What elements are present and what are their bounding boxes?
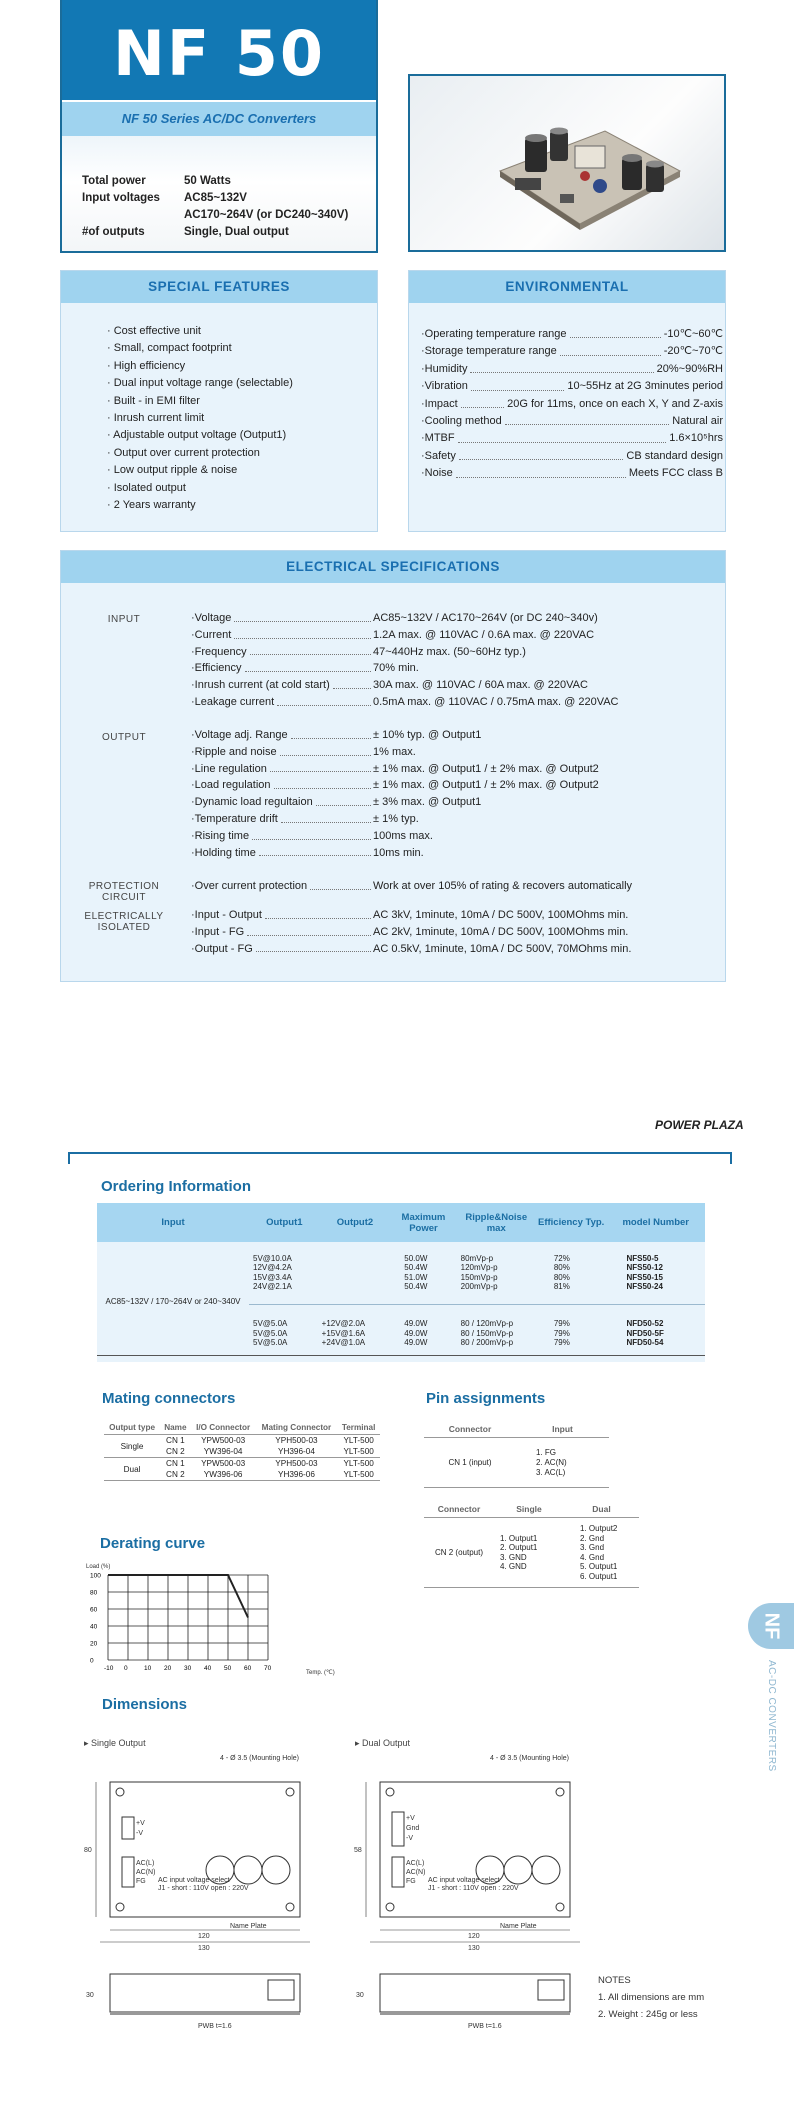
output1-value: 24V@2.1A <box>253 1282 292 1292</box>
svg-text:120: 120 <box>198 1933 210 1940</box>
feature-item: · Cost effective unit <box>107 323 367 340</box>
col-output2: Output2 <box>320 1203 391 1242</box>
output-type-dual: Dual <box>123 1464 141 1474</box>
y-tick-label: 20 <box>90 1640 98 1648</box>
efficiency-value: 80% <box>553 1272 570 1282</box>
env-item: · MTBF 1.6×10⁵hrs <box>421 430 723 447</box>
spec-input-voltage: Input voltages AC85~132V <box>82 192 247 204</box>
svg-text:J1 - short : 110V open : 220V: J1 - short : 110V open : 220V <box>158 1885 249 1892</box>
output1-value: 5V@5.0A <box>253 1319 288 1328</box>
feature-item: · Dual input voltage range (selectable) <box>107 375 367 392</box>
svg-text:FG: FG <box>406 1878 416 1885</box>
x-tick-label: 60 <box>244 1665 252 1672</box>
svg-text:-V: -V <box>406 1835 413 1842</box>
col-model: model Number <box>606 1203 705 1242</box>
spec-row: · Current 1.2A max. @ 110VAC / 0.6A max. @ 220VAC <box>191 628 595 641</box>
derating-title: Derating curve <box>100 1535 206 1552</box>
ripple-value: 200mVp-p <box>460 1282 498 1292</box>
spec-total-power: Total power 50 Watts <box>82 175 231 187</box>
svg-text:130: 130 <box>198 1945 210 1952</box>
model-number: NFD50-52 <box>626 1319 664 1328</box>
pins-title: Pin assignments <box>426 1390 546 1407</box>
col-efficiency: Efficiency Typ. <box>536 1203 607 1242</box>
svg-text:Gnd: Gnd <box>406 1825 420 1832</box>
ripple-value: 80mVp-p <box>460 1253 494 1263</box>
output1-value: 12V@4.2A <box>253 1263 292 1273</box>
special-features-title: SPECIAL FEATURES <box>61 271 377 303</box>
feature-item: · High efficiency <box>107 358 367 375</box>
spec-row: · Temperature drift ± 1% typ. <box>191 812 419 825</box>
efficiency-value: 79% <box>553 1338 570 1347</box>
col-power: Maximum Power <box>390 1203 456 1242</box>
pin-item: 3. AC(L) <box>536 1467 566 1477</box>
feature-item: · Inrush current limit <box>107 410 367 427</box>
svg-text:130: 130 <box>468 1945 480 1952</box>
ripple-value: 80 / 150mVp-p <box>460 1328 514 1338</box>
spec-row: · Output - FG AC 0.5kV, 1minute, 10mA / DC 500V, 70MOhms min. <box>191 942 632 955</box>
pin-item: 3. GND <box>500 1552 527 1562</box>
derating-chart <box>68 1560 358 1680</box>
spec-row: · Ripple and noise 1% max. <box>191 745 416 758</box>
product-title: NF 50 <box>62 0 376 100</box>
product-subtitle: NF 50 Series AC/DC Converters <box>62 102 376 136</box>
feature-item: · Low output ripple & noise <box>107 462 367 479</box>
power-value: 49.0W <box>404 1328 428 1338</box>
env-item: · Vibration 10~55Hz at 2G 3minutes period <box>421 378 723 395</box>
env-item: · Impact 20G for 11ms, once on each X, Y and Z-axis <box>421 396 723 413</box>
protection-group-label: PROTECTION CIRCUIT <box>88 881 160 903</box>
spec-row: · Line regulation ± 1% max. @ Output1 / ± 2% max. @ Output2 <box>191 762 599 775</box>
dual-output-drawing <box>350 1752 590 2032</box>
spec-row: · Over current protection Work at over 105% of rating & recovers automatically <box>191 880 633 892</box>
spec-input-voltage-2: AC170~264V (or DC240~340V) <box>184 209 349 221</box>
output2-value: +24V@1.0A <box>321 1338 366 1347</box>
isolation-specs <box>191 907 711 957</box>
spec-row: · Rising time 100ms max. <box>191 829 433 842</box>
input-group-label: INPUT <box>107 614 141 625</box>
svg-text:58: 58 <box>354 1847 362 1854</box>
output1-value: 5V@5.0A <box>253 1338 288 1347</box>
derating-x-label: Temp. (℃) <box>306 1670 335 1676</box>
special-features-list <box>107 323 367 514</box>
spec-row: · Dynamic load regultaion ± 3% max. @ Output1 <box>191 796 482 809</box>
cn2-table: Connector Single Dual CN 2 (output) 1. Output1 2. Output1 3. GND 4. GND 1. Output2 2. Gnd 3. Gnd 4. Gnd 5. Output1 6. Output1 <box>424 1500 639 1596</box>
svg-text:80: 80 <box>84 1847 92 1854</box>
spec-row: · Input - Output AC 3kV, 1minute, 10mA / DC 500V, 100MOhms min. <box>191 909 629 921</box>
efficiency-value: 81% <box>553 1282 570 1292</box>
spec-row: · Input - FG AC 2kV, 1minute, 10mA / DC 500V, 100MOhms min. <box>191 925 629 938</box>
x-tick-label: 0 <box>124 1665 128 1672</box>
env-item: · Storage temperature range -20℃~70℃ <box>421 343 723 360</box>
pin-item: 1. Output1 <box>500 1533 538 1543</box>
electrical-title: ELECTRICAL SPECIFICATIONS <box>61 551 725 583</box>
svg-text:AC(N): AC(N) <box>136 1869 156 1876</box>
ripple-value: 80 / 120mVp-p <box>460 1319 514 1328</box>
svg-text:FG: FG <box>136 1878 146 1885</box>
protection-specs <box>191 878 711 895</box>
svg-text:J1 - short : 110V open : 220V: J1 - short : 110V open : 220V <box>428 1885 519 1892</box>
output1-value: 15V@3.4A <box>253 1272 292 1282</box>
col-ripple: Ripple&Noise max <box>457 1203 536 1242</box>
cn1-name: CN 1 (input) <box>448 1458 492 1467</box>
spec-row: · Voltage AC85~132V / AC170~264V (or DC 240~340v) <box>191 612 598 624</box>
page-rule <box>68 1152 732 1164</box>
env-item: · Noise Meets FCC class B <box>421 465 723 482</box>
cn2-name: CN 2 (output) <box>434 1548 484 1557</box>
feature-item: · 2 Years warranty <box>107 497 367 514</box>
x-tick-label: 20 <box>164 1665 172 1672</box>
input-range: AC85~132V / 170~264V or 240~340V <box>97 1242 249 1362</box>
y-tick-label: 100 <box>90 1572 101 1580</box>
environmental-list <box>421 326 723 483</box>
product-photo <box>408 74 726 252</box>
dimensions-title: Dimensions <box>102 1696 188 1713</box>
output1-value: 5V@5.0A <box>253 1328 288 1338</box>
efficiency-value: 72% <box>553 1253 570 1263</box>
power-value: 50.4W <box>404 1263 428 1273</box>
model-number: NFS50-5 <box>626 1253 659 1263</box>
derating-curve <box>108 1575 248 1618</box>
power-value: 50.4W <box>404 1282 428 1292</box>
svg-text:PWB t=1.6: PWB t=1.6 <box>468 2023 502 2030</box>
efficiency-value: 79% <box>553 1328 570 1338</box>
ripple-value: 120mVp-p <box>460 1263 498 1273</box>
svg-text:+V: +V <box>406 1815 415 1822</box>
spec-row: · Frequency 47~440Hz max. (50~60Hz typ.) <box>191 645 526 658</box>
ordering-table <box>97 1203 705 1362</box>
x-tick-label: 50 <box>224 1665 232 1672</box>
feature-item: · Adjustable output voltage (Output1) <box>107 427 367 444</box>
spec-row: · Leakage current 0.5mA max. @ 110VAC / 0.75mA max. @ 220VAC <box>191 695 619 708</box>
x-tick-label: 30 <box>184 1665 192 1672</box>
efficiency-value: 79% <box>553 1319 570 1328</box>
model-number: NFS50-15 <box>626 1272 663 1282</box>
svg-text:120: 120 <box>468 1933 480 1940</box>
notes <box>598 1972 704 2023</box>
pin-item: 1. Output2 <box>580 1524 618 1533</box>
svg-text:AC(L): AC(L) <box>136 1860 155 1867</box>
model-number: NFS50-12 <box>626 1263 663 1273</box>
output2-value: +12V@2.0A <box>321 1319 366 1328</box>
single-output-drawing <box>80 1752 320 2032</box>
power-value: 51.0W <box>404 1272 428 1282</box>
spec-row: · Inrush current (at cold start) 30A max. @ 110VAC / 60A max. @ 220VAC <box>191 679 588 692</box>
dual-output-label: ▸ Dual Output <box>355 1738 411 1748</box>
y-tick-label: 40 <box>90 1623 98 1631</box>
svg-text:30: 30 <box>356 1992 364 1999</box>
brand-logo: POWER PLAZA <box>655 1118 744 1132</box>
x-tick-label: -10 <box>104 1665 114 1672</box>
side-tab-code: NF <box>748 1603 794 1649</box>
product-title-card <box>60 0 378 253</box>
spec-row: · Load regulation ± 1% max. @ Output1 / ± 2% max. @ Output2 <box>191 779 599 792</box>
ordering-rule <box>97 1355 705 1356</box>
pin-item: 6. Output1 <box>580 1571 618 1581</box>
environmental-panel <box>408 270 726 532</box>
notes-title: NOTES <box>598 1975 631 1986</box>
note-item: 2. Weight : 245g or less <box>598 2009 698 2020</box>
cn1-table: Connector Input CN 1 (input) 1. FG 2. AC(N) 3. AC(L) <box>424 1420 609 1498</box>
svg-text:4 - Ø 3.5 (Mounting Hole): 4 - Ø 3.5 (Mounting Hole) <box>490 1755 569 1762</box>
y-tick-label: 60 <box>90 1606 98 1614</box>
pin-item: 5. Output1 <box>580 1562 618 1571</box>
power-value: 49.0W <box>404 1319 428 1328</box>
env-item: · Operating temperature range -10℃~60℃ <box>421 326 723 343</box>
output-type-single: Single <box>120 1441 144 1451</box>
output2-value: +15V@1.6A <box>321 1328 366 1338</box>
env-item: · Humidity 20%~90%RH <box>421 361 723 378</box>
note-item: 1. All dimensions are mm <box>598 1992 705 2003</box>
env-item: · Safety CB standard design <box>421 448 723 465</box>
pin-item: 4. GND <box>500 1562 527 1571</box>
output-specs <box>191 727 711 861</box>
svg-text:Name Plate: Name Plate <box>230 1923 267 1930</box>
pin-item: 3. Gnd <box>580 1543 605 1552</box>
environmental-title: ENVIRONMENTAL <box>409 271 725 303</box>
svg-text:-V: -V <box>136 1830 143 1837</box>
power-value: 50.0W <box>404 1253 428 1263</box>
feature-item: · Built - in EMI filter <box>107 393 367 410</box>
ordering-title: Ordering Information <box>101 1178 251 1195</box>
model-number: NFD50-5F <box>626 1328 664 1338</box>
svg-text:30: 30 <box>86 1992 94 1999</box>
spec-outputs: #of outputs Single, Dual output <box>82 226 289 238</box>
pin-item: 2. Output1 <box>500 1543 538 1552</box>
efficiency-value: 80% <box>553 1263 570 1273</box>
spec-row: · Voltage adj. Range ± 10% typ. @ Output1 <box>191 729 482 741</box>
pin-item: 1. FG <box>536 1447 557 1457</box>
pin-item: 2. Gnd <box>580 1533 605 1543</box>
svg-text:+V: +V <box>136 1820 145 1827</box>
mounting-hole-label: 4 - Ø 3.5 (Mounting Hole) <box>220 1755 299 1762</box>
single-output-label: ▸ Single Output <box>84 1738 146 1748</box>
svg-text:AC(L): AC(L) <box>406 1860 425 1867</box>
side-tab-label: AC-DC CONVERTERS <box>766 1660 777 1772</box>
ripple-value: 150mVp-p <box>460 1272 498 1282</box>
env-item: · Cooling method Natural air <box>421 413 723 430</box>
y-tick-label: 80 <box>90 1589 98 1597</box>
output1-value: 5V@10.0A <box>253 1253 292 1263</box>
input-specs <box>191 610 711 711</box>
svg-text:AC input voltage select: AC input voltage select <box>428 1877 500 1884</box>
spec-row: · Holding time 10ms min. <box>191 846 424 859</box>
model-number: NFS50-24 <box>626 1282 663 1292</box>
isolated-group-label: ELECTRICALLY ISOLATED <box>84 911 164 933</box>
feature-item: · Small, compact footprint <box>107 340 367 357</box>
mating-table: Output type Name I/O Connector Mating Connector Terminal Single CN 1 YPW500-03 YPH500-03 YLT-500 CN 2 YW396-04 YH396-04 YLT-500 Dual CN 1 YPW500-03 YPH500-03 YLT-500 CN 2 YW396-06 YH396-06 YLT-500 <box>104 1421 380 1481</box>
col-input: Input <box>97 1203 249 1242</box>
svg-text:AC(N): AC(N) <box>406 1869 426 1876</box>
mating-title: Mating connectors <box>102 1390 236 1407</box>
derating-y-label: Load (%) <box>86 1564 111 1570</box>
output-group-label: OUTPUT <box>101 732 147 743</box>
spec-row: · Efficiency 70% min. <box>191 662 419 675</box>
pin-item: 4. Gnd <box>580 1552 605 1562</box>
x-tick-label: 10 <box>144 1665 152 1672</box>
electrical-specs-panel <box>60 550 726 982</box>
pin-item: 2. AC(N) <box>536 1457 567 1467</box>
x-tick-label: 40 <box>204 1665 212 1672</box>
y-tick-label: 0 <box>90 1657 94 1665</box>
svg-text:AC input voltage select: AC input voltage select <box>158 1877 230 1884</box>
svg-text:PWB t=1.6: PWB t=1.6 <box>198 2023 232 2030</box>
svg-text:Name Plate: Name Plate <box>500 1923 537 1930</box>
x-tick-label: 70 <box>264 1665 272 1672</box>
model-number: NFD50-54 <box>626 1338 664 1347</box>
feature-item: · Isolated output <box>107 480 367 497</box>
col-output1: Output1 <box>249 1203 320 1242</box>
ripple-value: 80 / 200mVp-p <box>460 1338 514 1347</box>
power-value: 49.0W <box>404 1338 428 1347</box>
feature-item: · Output over current protection <box>107 445 367 462</box>
special-features-panel <box>60 270 378 532</box>
